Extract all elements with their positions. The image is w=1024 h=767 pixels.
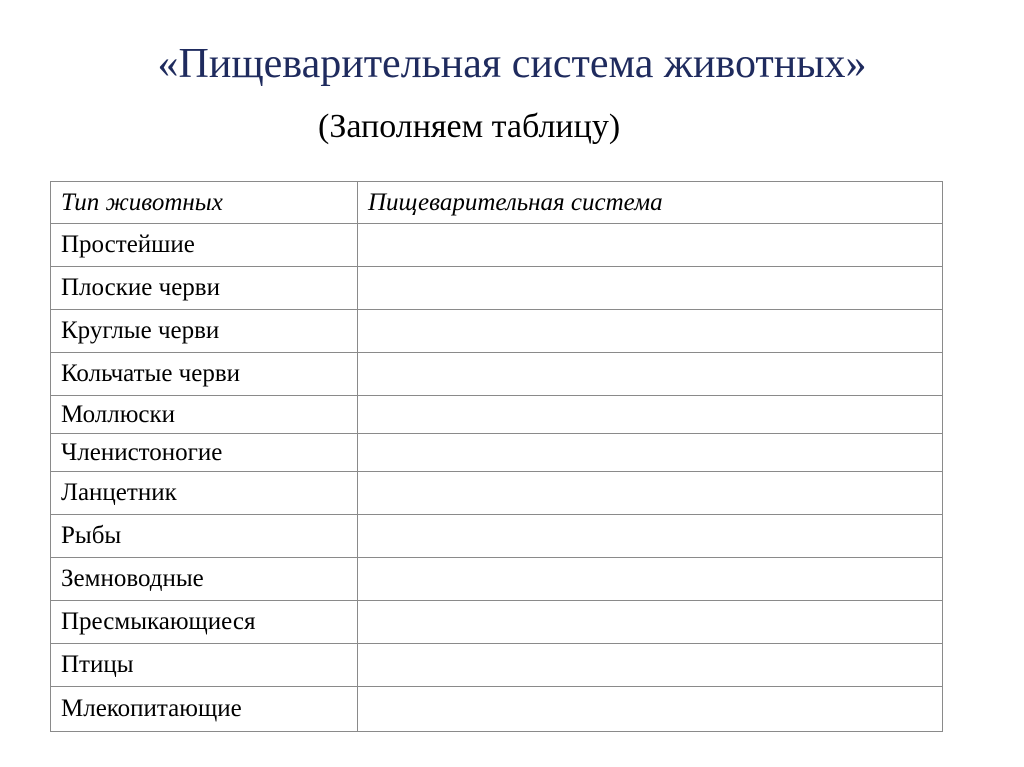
animal-cell: Моллюски — [51, 396, 358, 434]
table-row — [51, 224, 943, 267]
animal-cell: Рыбы — [51, 515, 358, 558]
system-cell[interactable] — [358, 396, 943, 434]
slide-subtitle: (Заполняем таблицу) — [318, 108, 621, 145]
table-header-row — [51, 182, 943, 224]
table-row — [51, 353, 943, 396]
table-container — [50, 181, 943, 732]
table-row — [51, 472, 943, 515]
system-cell[interactable] — [358, 267, 943, 310]
header-animal-type: Тип животных — [51, 182, 358, 224]
animal-cell: Плоские черви — [51, 267, 358, 310]
animal-cell: Простейшие — [51, 224, 358, 267]
system-cell[interactable] — [358, 558, 943, 601]
digestive-system-table — [50, 181, 943, 732]
system-cell[interactable] — [358, 310, 943, 353]
table-row — [51, 434, 943, 472]
animal-cell: Ланцетник — [51, 472, 358, 515]
table-row — [51, 601, 943, 644]
animal-cell: Млекопитающие — [51, 687, 358, 732]
animal-cell: Пресмыкающиеся — [51, 601, 358, 644]
table-row — [51, 267, 943, 310]
table-row — [51, 687, 943, 732]
table-row — [51, 396, 943, 434]
table-row — [51, 558, 943, 601]
table-row — [51, 310, 943, 353]
system-cell[interactable] — [358, 515, 943, 558]
system-cell[interactable] — [358, 644, 943, 687]
slide-title: «Пищеварительная система животных» — [157, 41, 867, 87]
system-cell[interactable] — [358, 353, 943, 396]
animal-cell: Круглые черви — [51, 310, 358, 353]
system-cell[interactable] — [358, 601, 943, 644]
animal-cell: Членистоногие — [51, 434, 358, 472]
system-cell[interactable] — [358, 687, 943, 732]
table-row — [51, 515, 943, 558]
animal-cell: Кольчатые черви — [51, 353, 358, 396]
animal-cell: Птицы — [51, 644, 358, 687]
table-row — [51, 644, 943, 687]
system-cell[interactable] — [358, 224, 943, 267]
animal-cell: Земноводные — [51, 558, 358, 601]
system-cell[interactable] — [358, 434, 943, 472]
header-digestive-system: Пищеварительная система — [358, 182, 943, 224]
system-cell[interactable] — [358, 472, 943, 515]
